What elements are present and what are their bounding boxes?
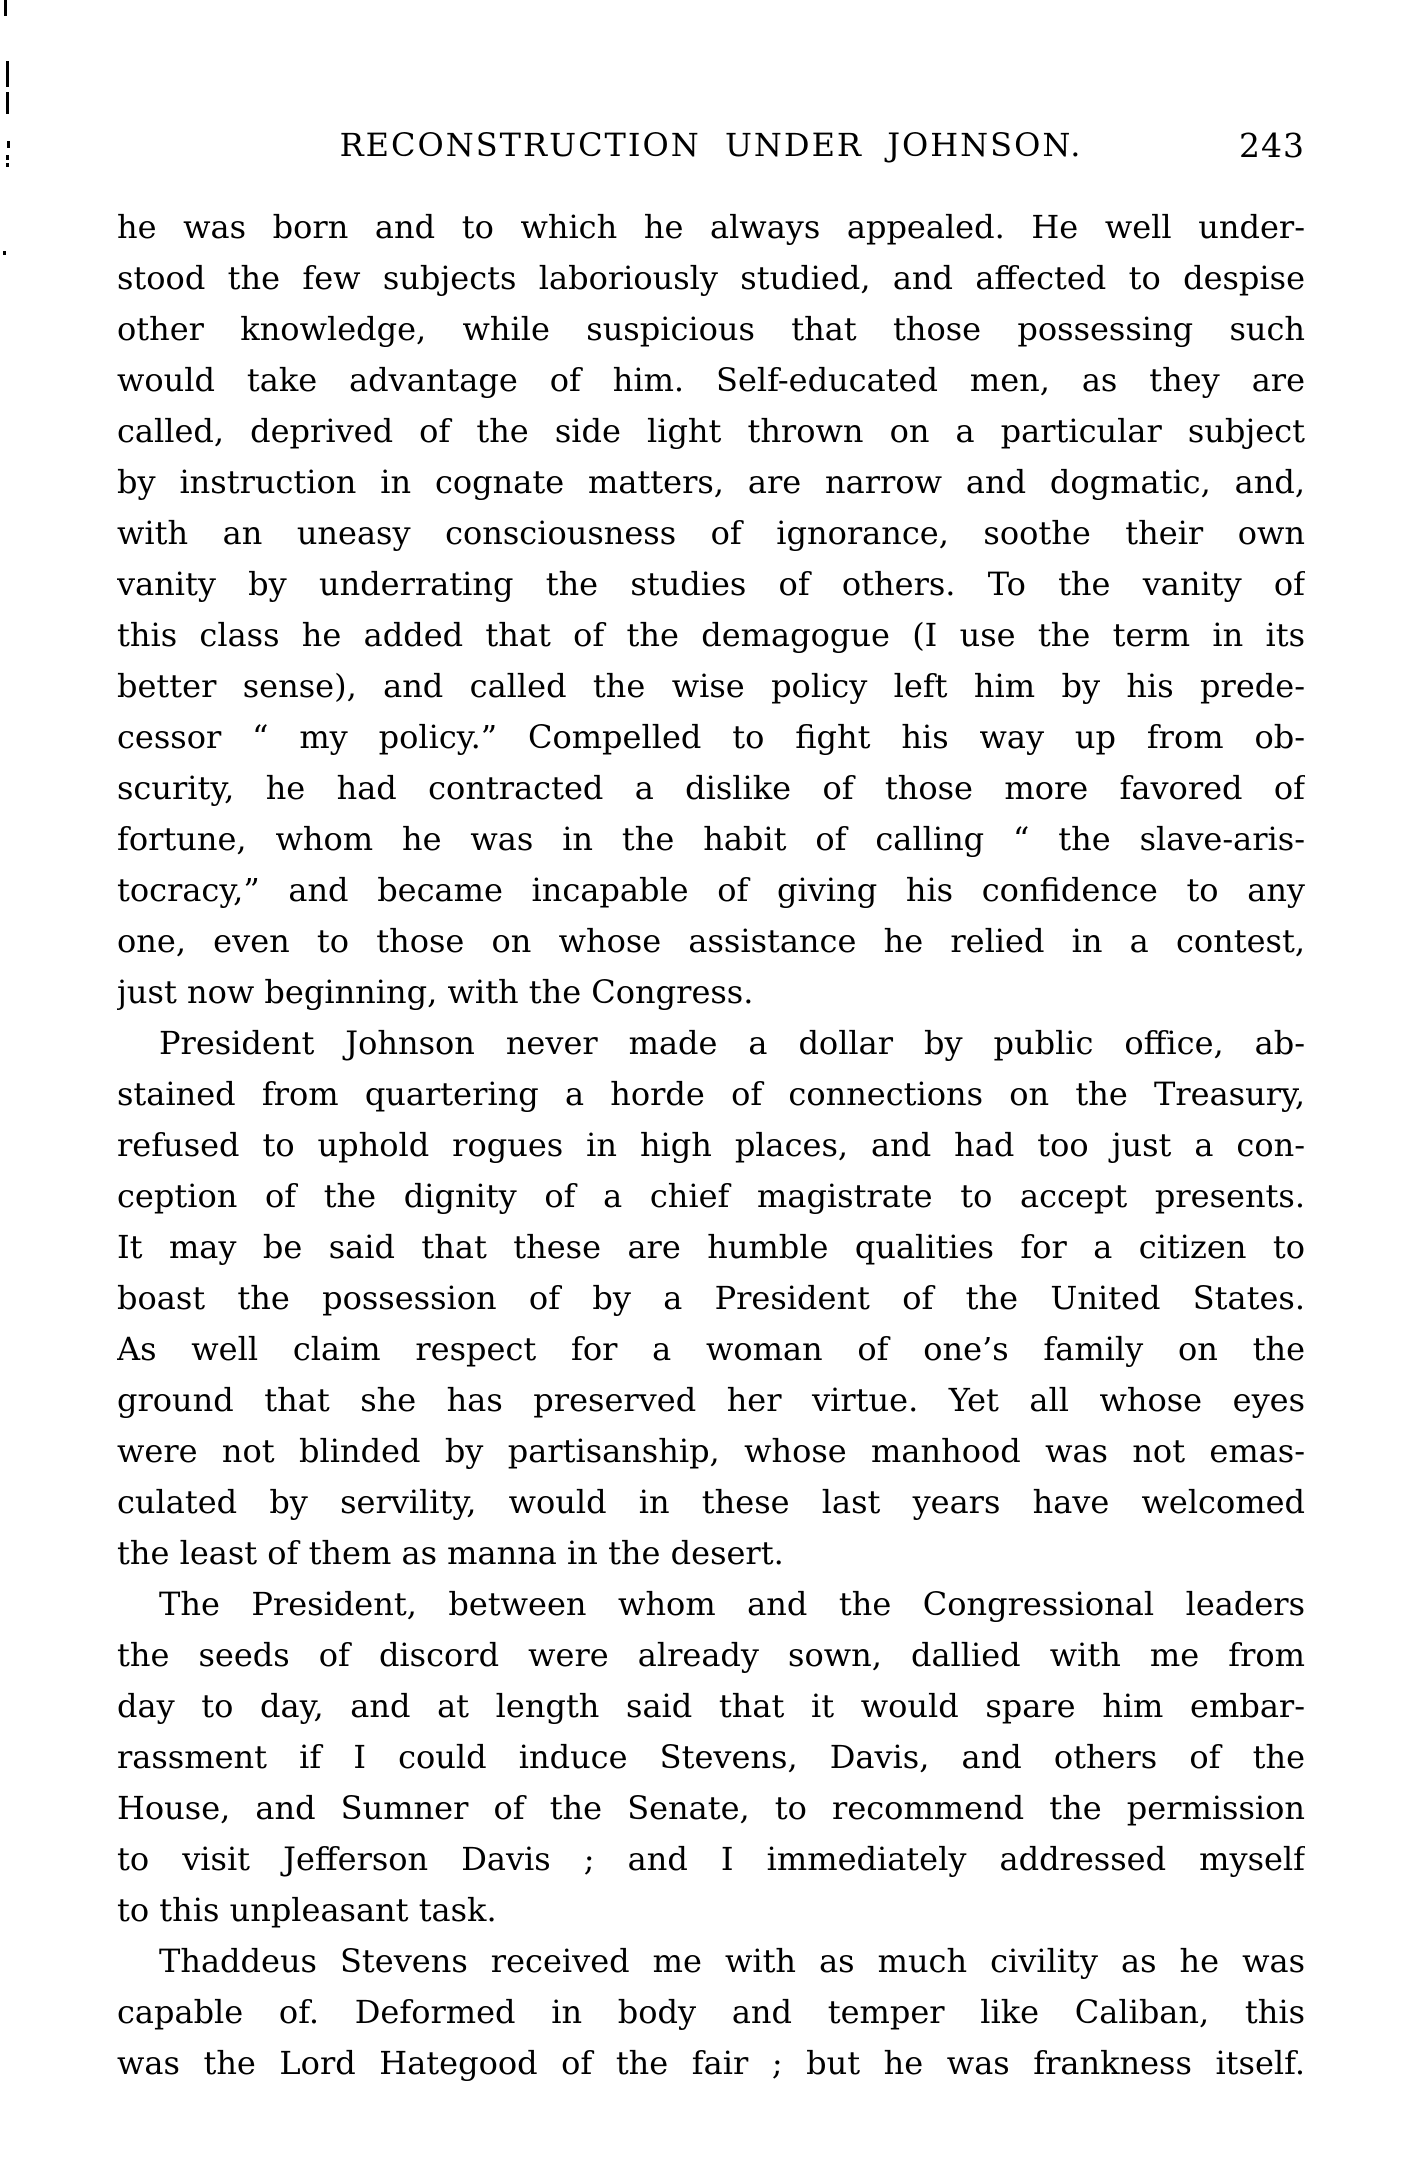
text-line: cessor “ my policy.” Compelled to fight his way up from ob- (117, 718, 1305, 756)
scan-artifact (4, 0, 7, 16)
text-line: was the Lord Hategood of the fair ; but he was frankness itself. (117, 2044, 1305, 2082)
text-line: stained from quartering a horde of connections on the Treasury, (117, 1075, 1305, 1113)
text-line: were not blinded by partisanship, whose manhood was not emas- (117, 1432, 1305, 1470)
text-line: with an uneasy consciousness of ignorance, soothe their own (117, 514, 1305, 552)
text-line: capable of. Deformed in body and temper like Caliban, this (117, 1993, 1305, 2031)
scan-artifact (7, 141, 10, 148)
text-line: ground that she has preserved her virtue. Yet all whose eyes (117, 1381, 1305, 1419)
text-line: tocracy,” and became incapable of giving his confidence to any (117, 871, 1305, 909)
text-line: one, even to those on whose assistance he relied in a contest, (117, 922, 1305, 960)
text-line: just now beginning, with the Congress. (117, 973, 754, 1011)
paragraph (117, 1579, 1305, 1936)
text-line: stood the few subjects laboriously studied, and affected to despise (117, 259, 1305, 297)
text-line: culated by servility, would in these last years have welcomed (117, 1483, 1305, 1521)
running-head-title: RECONSTRUCTION UNDER JOHNSON. (339, 126, 1083, 164)
text-line: to this unpleasant task. (117, 1891, 497, 1929)
text-line: ception of the dignity of a chief magistrate to accept presents. (117, 1177, 1305, 1215)
paragraph (117, 1936, 1305, 2089)
text-line: The President, between whom and the Congressional leaders (159, 1585, 1305, 1623)
text-line: boast the possession of by a President of the United States. (117, 1279, 1305, 1317)
page-number: 243 (1239, 126, 1305, 165)
text-line: by instruction in cognate matters, are narrow and dogmatic, and, (117, 463, 1305, 501)
text-line: House, and Sumner of the Senate, to recommend the permission (117, 1789, 1305, 1827)
text-line: better sense), and called the wise policy left him by his prede- (117, 667, 1305, 705)
text-line: fortune, whom he was in the habit of calling “ the slave-aris- (117, 820, 1305, 858)
scan-artifact (3, 251, 6, 255)
text-line: this class he added that of the demagogue (I use the term in its (117, 616, 1305, 654)
text-line: vanity by underrating the studies of others. To the vanity of (117, 565, 1305, 603)
scan-artifact (6, 155, 9, 160)
text-line: the seeds of discord were already sown, dallied with me from (117, 1636, 1305, 1674)
paragraph (117, 1018, 1305, 1579)
text-line: the least of them as manna in the desert. (117, 1534, 784, 1572)
text-line: called, deprived of the side light thrown on a particular subject (117, 412, 1305, 450)
text-line: Thaddeus Stevens received me with as much civility as he was (159, 1942, 1305, 1980)
text-line: scurity, he had contracted a dislike of those more favored of (117, 769, 1305, 807)
body-text (117, 202, 1305, 2089)
scan-artifact (6, 163, 9, 167)
paragraph (117, 202, 1305, 1018)
text-line: rassment if I could induce Stevens, Davis, and others of the (117, 1738, 1305, 1776)
text-line: day to day, and at length said that it would spare him embar- (117, 1687, 1305, 1725)
text-line: President Johnson never made a dollar by public office, ab- (159, 1024, 1305, 1062)
text-line: to visit Jefferson Davis ; and I immediately addressed myself (117, 1840, 1305, 1878)
scan-artifact (6, 61, 9, 87)
scan-artifact (6, 92, 9, 114)
text-line: would take advantage of him. Self-educated men, as they are (117, 361, 1305, 399)
text-line: As well claim respect for a woman of one’s family on the (117, 1330, 1305, 1368)
text-line: he was born and to which he always appealed. He well under- (117, 208, 1305, 246)
text-line: refused to uphold rogues in high places, and had too just a con- (117, 1126, 1305, 1164)
text-line: It may be said that these are humble qualities for a citizen to (117, 1228, 1305, 1266)
text-line: other knowledge, while suspicious that those possessing such (117, 310, 1305, 348)
